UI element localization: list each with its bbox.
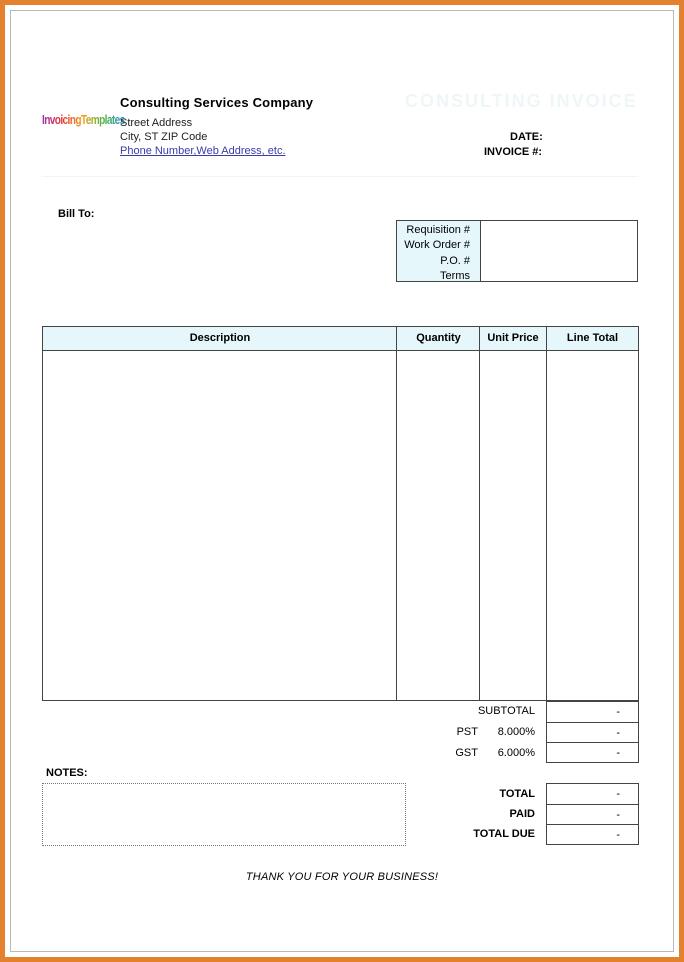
column-quantity: Quantity [416,332,461,344]
date-label: DATE: [510,131,543,143]
company-logo: InvoicingTemplates [42,112,125,127]
order-info-labels [397,221,481,281]
pst-label: PST [456,726,478,738]
company-name: Consulting Services Company [120,95,314,110]
table-header [43,327,638,351]
order-info-box [396,220,638,282]
header-divider [42,176,638,177]
total-due-value: - [547,824,638,844]
notes-label: NOTES: [46,767,88,779]
po-label: P.O. # [440,254,470,267]
paid-label: PAID [509,808,535,820]
notes-box[interactable] [42,783,406,846]
totals-values-box [546,783,639,845]
subtotal-label: SUBTOTAL [477,705,535,717]
paid-value: - [547,804,638,824]
requisition-label: Requisition # [406,224,470,236]
invoice-title-watermark: CONSULTING INVOICE [405,91,638,111]
total-due-label: TOTAL DUE [473,828,535,840]
gst-value: - [547,742,638,762]
terms-label: Terms [440,269,470,282]
total-value: - [616,788,620,800]
column-divider [396,327,397,700]
gst-label: GST [455,747,478,759]
total-label: TOTAL [499,788,535,800]
column-divider [546,327,547,700]
company-contact-link[interactable]: Phone Number,Web Address, etc. [120,145,286,157]
bill-to-label: Bill To: [58,208,95,220]
column-line-total: Line Total [566,332,619,344]
column-unit-price: Unit Price [487,332,539,344]
work-order-label: Work Order # [404,239,470,252]
company-street: Street Address [120,117,193,129]
line-items-table [42,326,639,701]
pst-rate: 8.000% [497,726,535,738]
subtotal-value: - [616,706,620,718]
order-info-values[interactable] [481,221,637,281]
company-city: City, ST ZIP Code [120,131,208,143]
invoice-number-label: INVOICE #: [484,146,543,158]
pst-value: - [547,722,638,742]
column-description: Description [189,332,251,344]
tax-values-box [546,701,639,763]
column-divider [479,327,480,700]
gst-rate: 6.000% [497,747,535,759]
thank-you-message: THANK YOU FOR YOUR BUSINESS! [245,871,439,883]
